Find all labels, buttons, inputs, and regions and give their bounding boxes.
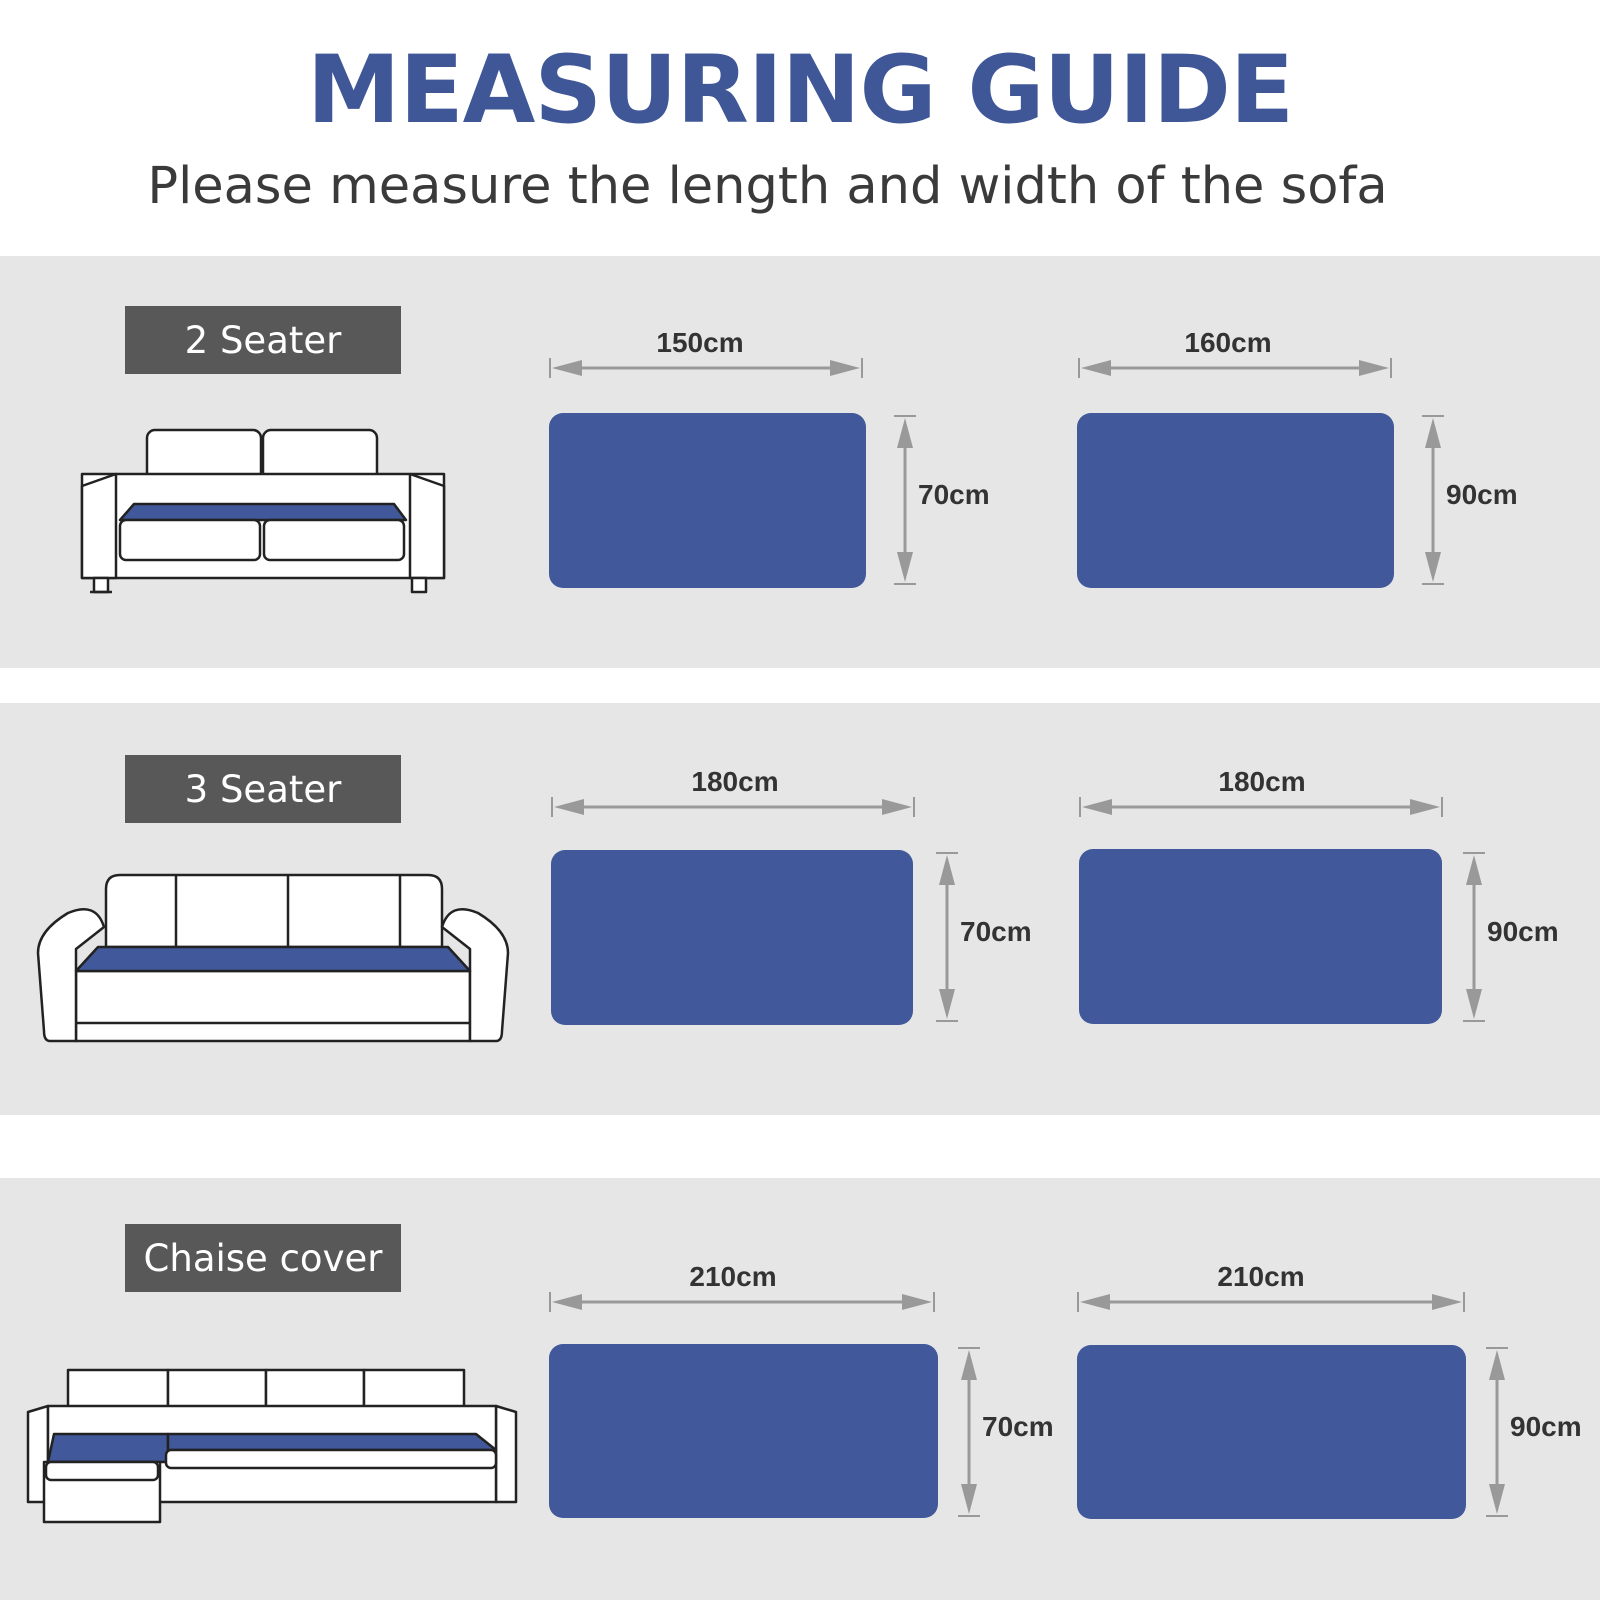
- width-arrow: [548, 356, 864, 380]
- height-arrow: [1485, 1346, 1509, 1518]
- width-arrow: [1076, 1290, 1466, 1314]
- two-seater-sofa-icon: [78, 424, 448, 604]
- width-label: 160cm: [1184, 327, 1272, 358]
- section-badge: Chaise cover: [125, 1224, 401, 1292]
- height-label: 70cm: [918, 479, 990, 510]
- height-arrow: [893, 414, 917, 586]
- height-label: 90cm: [1446, 479, 1518, 510]
- seat-pad: [1077, 1345, 1466, 1519]
- seat-pad: [549, 413, 866, 588]
- height-arrow: [935, 851, 959, 1023]
- seat-pad: [1079, 849, 1442, 1024]
- width-label: 180cm: [1218, 766, 1306, 797]
- height-arrow: [957, 1346, 981, 1518]
- height-label: 70cm: [960, 916, 1032, 947]
- seat-pad: [1077, 413, 1394, 588]
- width-label: 210cm: [1217, 1261, 1305, 1292]
- section-three-seater: [0, 703, 1600, 1115]
- width-arrow: [1078, 795, 1444, 819]
- chaise-sofa-icon: [24, 1366, 518, 1526]
- section-chaise-cover: [0, 1178, 1600, 1600]
- three-seater-sofa-icon: [36, 871, 510, 1055]
- seat-pad: [551, 850, 913, 1025]
- width-label: 150cm: [656, 327, 744, 358]
- height-arrow: [1421, 414, 1445, 586]
- height-label: 70cm: [982, 1411, 1054, 1442]
- height-arrow: [1462, 851, 1486, 1023]
- section-badge: 3 Seater: [125, 755, 401, 823]
- width-arrow: [1077, 356, 1393, 380]
- page-subtitle: Please measure the length and width of the sofa: [147, 157, 1388, 216]
- height-label: 90cm: [1487, 916, 1559, 947]
- width-label: 180cm: [691, 766, 779, 797]
- height-label: 90cm: [1510, 1411, 1582, 1442]
- width-arrow: [550, 795, 916, 819]
- width-arrow: [548, 1290, 936, 1314]
- page-title: MEASURING GUIDE: [306, 36, 1294, 145]
- section-badge: 2 Seater: [125, 306, 401, 374]
- seat-pad: [549, 1344, 938, 1518]
- width-label: 210cm: [689, 1261, 777, 1292]
- section-two-seater: [0, 256, 1600, 668]
